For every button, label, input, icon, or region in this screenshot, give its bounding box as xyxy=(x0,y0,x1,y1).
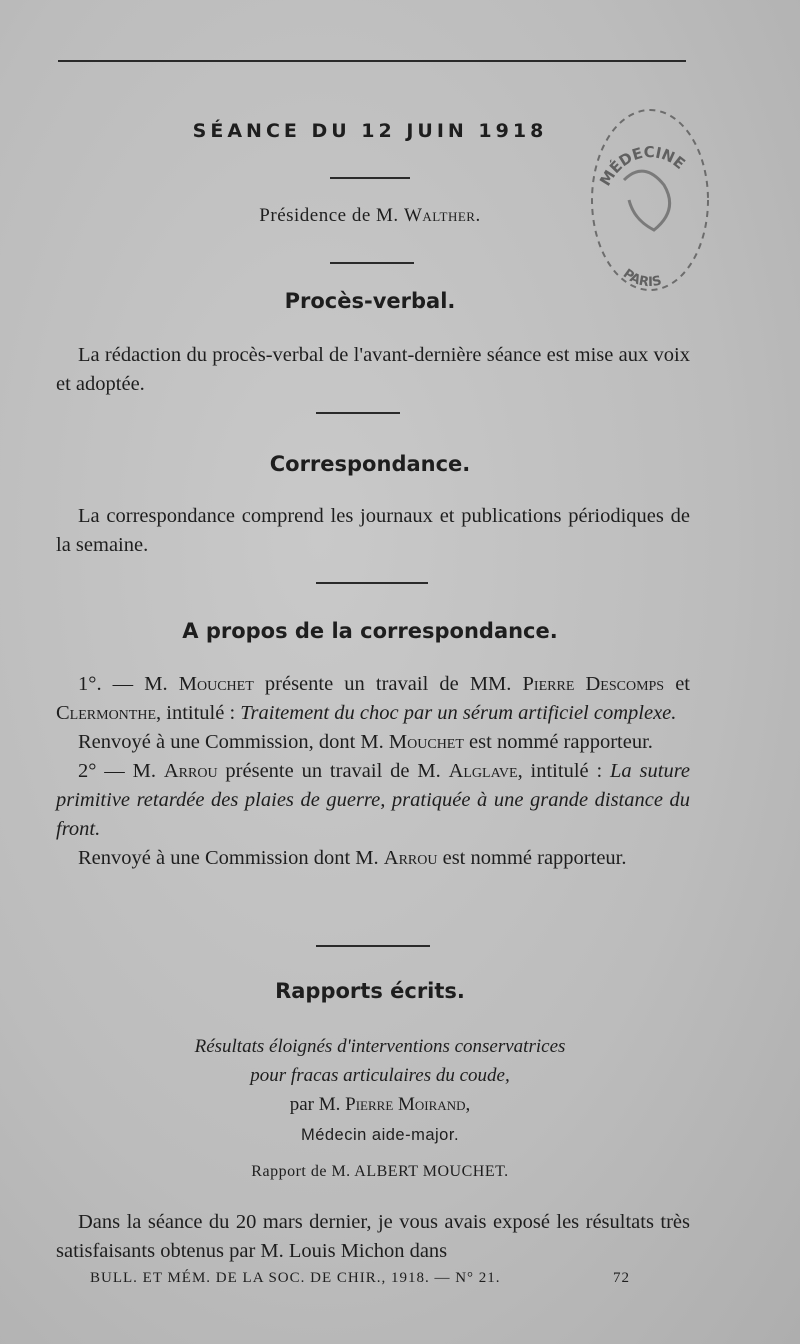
divider xyxy=(330,262,414,264)
stamp-text-top: MÉDECINE xyxy=(596,143,689,190)
item-1-dash: — M. xyxy=(101,673,179,695)
item-2-title: La suture primitive retardée des plaies de guerre, pratiquée à une grande distance du front. xyxy=(56,760,691,840)
correspondance-text xyxy=(56,502,690,560)
divider xyxy=(316,945,430,947)
item-2-renvoi-suffix: est nommé rapporteur. xyxy=(437,847,627,869)
svg-text:PARIS xyxy=(620,266,663,290)
a-propos-items xyxy=(56,670,690,873)
top-rule xyxy=(58,60,686,62)
item-1-renvoi-suffix: est nommé rapporteur. xyxy=(463,731,653,753)
item-2-author: Alglave xyxy=(448,760,518,782)
proces-verbal-paragraph: La rédaction du procès-verbal de l'avant-dernière séance est mise aux voix et adoptée. xyxy=(56,344,690,395)
item-1-and: et xyxy=(664,673,690,695)
rapport-body xyxy=(56,1208,690,1266)
item-2-dash: — M. xyxy=(96,760,164,782)
item-2-presenter: Arrou xyxy=(163,760,218,782)
footer xyxy=(90,1270,630,1287)
item-2-renvoi-prefix: Renvoyé à une Commission dont M. xyxy=(78,847,384,869)
item-2-rapporteur: Arrou xyxy=(383,847,438,869)
item-1-author-1: Pierre Descomps xyxy=(522,673,665,695)
stamp-text-bottom: PARIS xyxy=(619,266,664,291)
rapport-par: par M. xyxy=(289,1094,346,1115)
page-number: 72 xyxy=(613,1270,630,1286)
item-1-renvoi-prefix: Renvoyé à une Commission, dont M. xyxy=(78,731,389,753)
divider xyxy=(330,177,410,179)
presidence-prefix: Présidence de M. xyxy=(259,205,399,226)
rapport-de: Rapport de M. ALBERT MOUCHET. xyxy=(251,1163,509,1180)
item-1-rapporteur: Mouchet xyxy=(388,731,464,753)
rapport-title xyxy=(0,1032,760,1090)
correspondance-heading: Correspondance. xyxy=(269,452,471,476)
a-propos-heading: A propos de la correspondance. xyxy=(182,619,558,643)
proces-verbal-text xyxy=(56,341,690,399)
item-2 xyxy=(56,757,690,844)
item-2-renvoi xyxy=(56,844,690,873)
divider xyxy=(316,412,400,414)
item-1-renvoi xyxy=(56,728,690,757)
svg-text:MÉDECINE xyxy=(596,143,688,189)
item-1-intitule: , intitulé : xyxy=(156,702,241,724)
library-stamp xyxy=(584,100,714,300)
rapport-role: Médecin aide-major. xyxy=(300,1126,460,1144)
rapport-title-line-2: pour fracas articulaires du coude, xyxy=(250,1065,510,1086)
proces-verbal-heading: Procès-verbal. xyxy=(284,289,456,313)
item-2-intitule: , intitulé : xyxy=(517,760,611,782)
item-1-author-2: Clermonthe xyxy=(56,702,156,724)
rapports-heading: Rapports écrits. xyxy=(275,979,465,1003)
item-2-mid: présente un travail de M. xyxy=(217,760,449,782)
correspondance-paragraph: La correspondance comprend les journaux et publications périodiques de la semaine. xyxy=(56,505,690,556)
stamp-emblem xyxy=(624,171,670,230)
footer-citation: BULL. ET MÉM. DE LA SOC. DE CHIR., 1918. — N° 21. xyxy=(90,1270,501,1286)
rapport-body-paragraph: Dans la séance du 20 mars dernier, je vous avais exposé les résultats très satisfaisants obtenus par M. Louis Michon dans xyxy=(56,1211,690,1262)
seance-title: SÉANCE DU 12 JUIN 1918 xyxy=(192,120,548,142)
item-1 xyxy=(56,670,690,728)
item-1-presenter: Mouchet xyxy=(178,673,254,695)
item-1-title: Traitement du choc par un sérum artificiel complexe. xyxy=(240,702,677,724)
divider xyxy=(316,582,428,584)
rapport-title-line-1: Résultats éloignés d'interventions conservatrices xyxy=(194,1036,566,1057)
item-1-number: 1°. xyxy=(78,673,102,695)
rapport-author: Pierre Moirand, xyxy=(345,1094,471,1115)
item-2-number: 2° xyxy=(78,760,97,782)
rapport-author-line xyxy=(0,1094,760,1116)
item-1-mid: présente un travail de MM. xyxy=(253,673,523,695)
presidence-name: Walther. xyxy=(403,205,481,226)
